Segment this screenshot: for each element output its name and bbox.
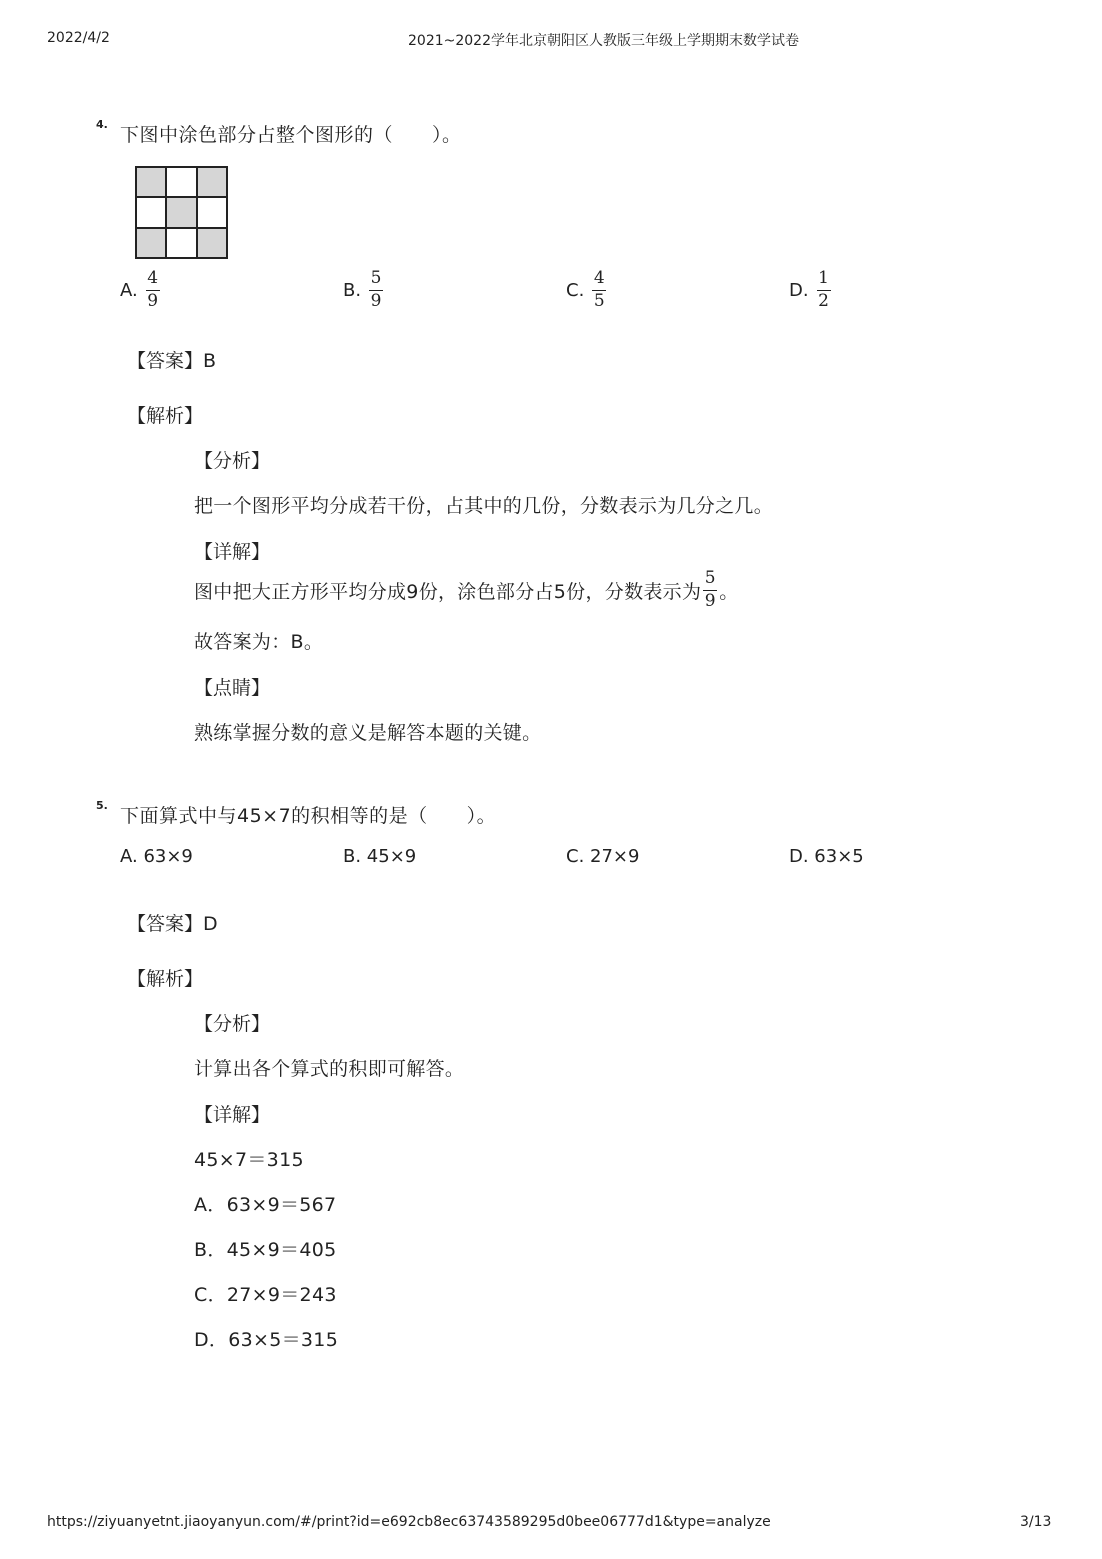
option-letter: D.: [789, 279, 809, 301]
document-title: 2021~2022学年北京朝阳区人教版三年级上学期期末数学试卷: [408, 33, 799, 49]
option-letter: C.: [566, 279, 585, 301]
option-a: [120, 270, 160, 311]
answer-value: D: [203, 913, 218, 935]
xiangjie-label: 【详解】: [194, 1104, 271, 1126]
calc-line: D．63×5＝315: [194, 1329, 339, 1351]
answer-row: [127, 909, 218, 936]
option-b: [343, 270, 383, 311]
xiangjie-pre: 图中把大正方形平均分成9份，涂色部分占5份，分数表示为: [194, 580, 702, 603]
fraction: [703, 570, 717, 611]
grid-cell: [197, 197, 227, 227]
answer-value: B: [203, 350, 217, 372]
grid-cell: [166, 228, 196, 258]
option-a: A. 63×9: [120, 846, 193, 867]
calc-line: C．27×9＝243: [194, 1284, 337, 1306]
grid-cell: [197, 167, 227, 197]
dianjing-text: 熟练掌握分数的意义是解答本题的关键。: [194, 722, 542, 744]
calc-line: B．45×9＝405: [194, 1239, 337, 1261]
fraction: [369, 270, 383, 311]
fenxi-text: 计算出各个算式的积即可解答。: [194, 1058, 465, 1080]
xiangjie-text: [194, 570, 739, 611]
option-c: [566, 270, 606, 311]
analysis-label: 【解析】: [127, 405, 204, 427]
fraction: [592, 270, 606, 311]
question-number: 5.: [96, 799, 108, 812]
xiangjie-label: 【详解】: [194, 541, 271, 563]
denominator: 9: [147, 290, 159, 311]
conclusion-text: 故答案为：B。: [194, 631, 324, 653]
dianjing-label: 【点睛】: [194, 677, 271, 699]
fenxi-label: 【分析】: [194, 450, 271, 472]
option-letter: A.: [120, 279, 138, 301]
numerator: 4: [147, 268, 159, 288]
analysis-label: 【解析】: [127, 968, 204, 990]
grid-cell: [136, 197, 166, 227]
grid-cell: [166, 167, 196, 197]
option-c: C. 27×9: [566, 846, 640, 867]
grid-cell: [136, 228, 166, 258]
xiangjie-post: 。: [719, 580, 739, 603]
option-b: B. 45×9: [343, 846, 417, 867]
denominator: 9: [704, 590, 716, 611]
print-date: 2022/4/2: [47, 30, 110, 46]
denominator: 9: [370, 290, 382, 311]
answer-label: 【答案】: [127, 913, 204, 935]
fenxi-label: 【分析】: [194, 1013, 271, 1035]
denominator: 5: [593, 290, 605, 311]
grid-cell: [136, 167, 166, 197]
answer-row: [127, 346, 216, 373]
option-letter: B.: [343, 279, 362, 301]
calc-line: 45×7＝315: [194, 1149, 304, 1171]
option-d: D. 63×5: [789, 846, 864, 867]
fraction: [817, 270, 831, 311]
question-stem: 下图中涂色部分占整个图形的（ ）。: [120, 124, 462, 146]
numerator: 1: [818, 268, 829, 288]
grid-cell: [197, 228, 227, 258]
denominator: 2: [818, 290, 829, 311]
numerator: 5: [370, 268, 382, 288]
page-number: 3/13: [1020, 1514, 1052, 1530]
question-stem: 下面算式中与45×7的积相等的是（ ）。: [120, 805, 497, 827]
shaded-grid-figure: [135, 166, 228, 259]
page-url: https://ziyuanyetnt.jiaoyanyun.com/#/print?id=e692cb8ec63743589295d0bee06777d1&type=analyze: [47, 1514, 771, 1530]
answer-label: 【答案】: [127, 350, 204, 372]
numerator: 5: [704, 568, 716, 588]
option-d: [789, 270, 831, 311]
fraction: [146, 270, 160, 311]
grid-cell: [166, 197, 196, 227]
numerator: 4: [593, 268, 605, 288]
question-number: 4.: [96, 118, 108, 131]
calc-line: A．63×9＝567: [194, 1194, 337, 1216]
fenxi-text: 把一个图形平均分成若干份，占其中的几份，分数表示为几分之几。: [194, 495, 774, 517]
